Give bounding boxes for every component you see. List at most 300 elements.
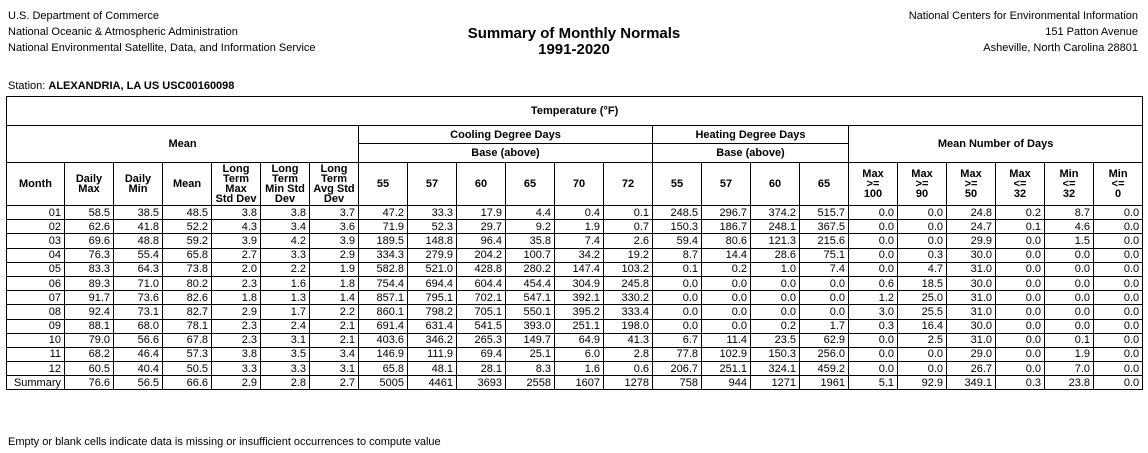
table-cell: 31.0	[947, 291, 996, 305]
table-cell: 4.3	[212, 220, 261, 234]
agency-line: U.S. Department of Commerce	[8, 10, 159, 22]
table-cell: 28.1	[457, 362, 506, 376]
column-header-line: 0	[1115, 188, 1122, 200]
column-header	[506, 163, 555, 206]
table-cell: 48.8	[114, 234, 163, 248]
table-cell: 0.0	[849, 347, 898, 361]
table-cell: 0.0	[1094, 333, 1143, 347]
table-cell: 0.2	[996, 206, 1045, 220]
column-header	[702, 163, 751, 206]
table-cell: 1.3	[261, 291, 310, 305]
table-cell: 1.5	[1045, 234, 1094, 248]
month-cell: 01	[7, 206, 65, 220]
station-name: ALEXANDRIA, LA US USC00160098	[48, 80, 235, 92]
table-cell: 0.0	[898, 206, 947, 220]
column-header	[359, 163, 408, 206]
column-header	[555, 163, 604, 206]
table-cell: 2.7	[310, 376, 359, 390]
table-cell: 80.2	[163, 276, 212, 290]
table-cell: 1.6	[261, 276, 310, 290]
column-header-line: Max	[1009, 168, 1031, 180]
table-cell: 4461	[408, 376, 457, 390]
table-cell: 82.6	[163, 291, 212, 305]
table-cell: 9.2	[506, 220, 555, 234]
table-cell: 0.0	[702, 305, 751, 319]
column-header-line: Mean	[172, 178, 202, 190]
table-row	[7, 362, 1143, 376]
table-cell: 186.7	[702, 220, 751, 234]
table-cell: 16.4	[898, 319, 947, 333]
table-cell: 58.5	[65, 206, 114, 220]
station-line	[8, 80, 234, 92]
table-cell: 66.6	[163, 376, 212, 390]
table-cell: 0.0	[800, 291, 849, 305]
table-cell: 0.0	[1094, 276, 1143, 290]
table-cell: 395.2	[555, 305, 604, 319]
month-cell: 03	[7, 234, 65, 248]
address-line: Asheville, North Carolina 28801	[983, 42, 1138, 54]
table-cell: 550.1	[506, 305, 555, 319]
table-cell: 0.0	[1045, 291, 1094, 305]
table-cell: 23.8	[1045, 376, 1094, 390]
table-cell: 0.0	[996, 319, 1045, 333]
column-header-line: 100	[863, 188, 883, 200]
month-cell: 07	[7, 291, 65, 305]
table-cell: 860.1	[359, 305, 408, 319]
table-cell: 68.0	[114, 319, 163, 333]
table-cell: 26.7	[947, 362, 996, 376]
table-cell: 604.4	[457, 276, 506, 290]
table-cell: 35.8	[506, 234, 555, 248]
table-cell: 92.4	[65, 305, 114, 319]
table-cell: 1.9	[1045, 347, 1094, 361]
table-cell: 0.0	[653, 319, 702, 333]
table-cell: 146.9	[359, 347, 408, 361]
table-cell: 7.4	[555, 234, 604, 248]
table-cell: 392.1	[555, 291, 604, 305]
table-cell: 2.5	[898, 333, 947, 347]
table-cell: 521.0	[408, 262, 457, 276]
table-cell: 296.7	[702, 206, 751, 220]
column-header-line: 57	[425, 178, 439, 190]
table-cell: 8.7	[653, 248, 702, 262]
column-header	[751, 163, 800, 206]
normals-table	[6, 96, 1143, 390]
table-cell: 46.4	[114, 347, 163, 361]
agency-line: National Oceanic & Atmospheric Administration	[8, 26, 238, 38]
column-header	[457, 163, 506, 206]
table-cell: 2.3	[212, 333, 261, 347]
table-cell: 1961	[800, 376, 849, 390]
heating-base-header: Base (above)	[653, 144, 849, 163]
table-cell: 0.6	[849, 276, 898, 290]
table-cell: 0.0	[849, 262, 898, 276]
month-cell: 02	[7, 220, 65, 234]
table-cell: 0.0	[1094, 305, 1143, 319]
table-cell: 25.1	[506, 347, 555, 361]
table-cell: 1271	[751, 376, 800, 390]
table-cell: 3.8	[212, 347, 261, 361]
column-header	[310, 163, 359, 206]
mean-group-header: Mean	[7, 126, 359, 163]
footnote: Empty or blank cells indicate data is missing or insufficient occurrences to compute value	[8, 436, 441, 448]
table-cell: 41.8	[114, 220, 163, 234]
table-cell: 76.6	[65, 376, 114, 390]
table-cell: 0.3	[849, 319, 898, 333]
agency-line: National Environmental Satellite, Data, and Information Service	[8, 42, 316, 54]
table-cell: 3.6	[310, 220, 359, 234]
table-cell: 0.0	[849, 220, 898, 234]
column-header-line: 55	[670, 178, 684, 190]
table-cell: 198.0	[604, 319, 653, 333]
table-cell: 1.7	[800, 319, 849, 333]
table-cell: 30.0	[947, 319, 996, 333]
table-cell: 0.1	[653, 262, 702, 276]
table-cell: 0.4	[555, 206, 604, 220]
table-cell: 7.0	[1045, 362, 1094, 376]
column-header	[604, 163, 653, 206]
table-cell: 59.2	[163, 234, 212, 248]
table-cell: 0.0	[653, 305, 702, 319]
table-cell: 8.7	[1045, 206, 1094, 220]
table-row	[7, 347, 1143, 361]
column-header	[163, 163, 212, 206]
table-cell: 0.0	[849, 248, 898, 262]
table-cell: 0.0	[1045, 319, 1094, 333]
table-cell: 428.8	[457, 262, 506, 276]
table-cell: 0.0	[1045, 276, 1094, 290]
table-cell: 541.5	[457, 319, 506, 333]
table-cell: 64.9	[555, 333, 604, 347]
table-cell: 0.0	[1045, 248, 1094, 262]
column-header-line: <=	[1013, 178, 1027, 190]
column-header-line: Std Dev	[215, 193, 257, 205]
table-cell: 0.7	[604, 220, 653, 234]
table-cell: 25.5	[898, 305, 947, 319]
cooling-base-header: Base (above)	[359, 144, 653, 163]
table-cell: 1.8	[310, 276, 359, 290]
table-cell: 38.5	[114, 206, 163, 220]
table-cell: 705.1	[457, 305, 506, 319]
table-cell: 75.1	[800, 248, 849, 262]
column-header-line: Month	[19, 178, 52, 190]
table-cell: 1278	[604, 376, 653, 390]
table-cell: 346.2	[408, 333, 457, 347]
table-cell: 0.0	[996, 347, 1045, 361]
table-cell: 0.0	[849, 234, 898, 248]
table-cell: 0.0	[898, 347, 947, 361]
table-cell: 691.4	[359, 319, 408, 333]
table-cell: 111.9	[408, 347, 457, 361]
table-cell: 83.3	[65, 262, 114, 276]
table-cell: 0.1	[1045, 333, 1094, 347]
table-cell: 0.0	[1094, 376, 1143, 390]
table-cell: 91.7	[65, 291, 114, 305]
table-cell: 251.1	[702, 362, 751, 376]
table-cell: 265.3	[457, 333, 506, 347]
table-cell: 56.6	[114, 333, 163, 347]
table-cell: 2.9	[212, 376, 261, 390]
table-cell: 28.6	[751, 248, 800, 262]
table-cell: 33.3	[408, 206, 457, 220]
table-cell: 96.4	[457, 234, 506, 248]
table-cell: 367.5	[800, 220, 849, 234]
column-header-line: Min Std	[265, 183, 305, 195]
column-header-line: Term	[271, 173, 299, 185]
table-cell: 694.4	[408, 276, 457, 290]
table-cell: 69.6	[65, 234, 114, 248]
table-cell: 0.2	[751, 319, 800, 333]
table-cell: 7.4	[800, 262, 849, 276]
table-cell: 68.2	[65, 347, 114, 361]
table-cell: 0.0	[996, 305, 1045, 319]
table-cell: 73.1	[114, 305, 163, 319]
table-cell: 0.0	[751, 305, 800, 319]
table-cell: 64.3	[114, 262, 163, 276]
table-cell: 6.0	[555, 347, 604, 361]
station-label: Station:	[8, 80, 46, 92]
table-cell: 0.0	[1094, 362, 1143, 376]
column-header	[996, 163, 1045, 206]
table-cell: 0.0	[996, 248, 1045, 262]
column-header-line: <=	[1062, 178, 1076, 190]
table-cell: 79.0	[65, 333, 114, 347]
table-cell: 324.1	[751, 362, 800, 376]
table-cell: 82.7	[163, 305, 212, 319]
table-cell: 77.8	[653, 347, 702, 361]
table-cell: 34.2	[555, 248, 604, 262]
table-cell: 55.4	[114, 248, 163, 262]
table-cell: 73.8	[163, 262, 212, 276]
table-cell: 0.0	[800, 305, 849, 319]
column-header-line: Daily	[75, 173, 103, 185]
table-cell: 0.0	[1094, 206, 1143, 220]
table-cell: 515.7	[800, 206, 849, 220]
table-cell: 0.0	[1045, 262, 1094, 276]
table-cell: 0.0	[702, 319, 751, 333]
column-header-line: Max	[911, 168, 933, 180]
table-cell: 67.8	[163, 333, 212, 347]
table-cell: 248.1	[751, 220, 800, 234]
table-cell: 333.4	[604, 305, 653, 319]
column-header	[849, 163, 898, 206]
table-cell: 29.7	[457, 220, 506, 234]
table-cell: 3.8	[212, 206, 261, 220]
column-header-line: Max	[960, 168, 982, 180]
table-cell: 5.1	[849, 376, 898, 390]
table-cell: 1.4	[310, 291, 359, 305]
table-cell: 31.0	[947, 333, 996, 347]
table-cell: 30.0	[947, 248, 996, 262]
table-cell: 0.0	[849, 333, 898, 347]
column-header	[653, 163, 702, 206]
table-cell: 3.0	[849, 305, 898, 319]
table-cell: 50.5	[163, 362, 212, 376]
table-cell: 2.6	[604, 234, 653, 248]
table-cell: 48.1	[408, 362, 457, 376]
table-cell: 215.6	[800, 234, 849, 248]
table-cell: 798.2	[408, 305, 457, 319]
month-cell: 09	[7, 319, 65, 333]
column-header-line: 60	[768, 178, 782, 190]
table-cell: 71.0	[114, 276, 163, 290]
column-header-line: Long	[320, 163, 348, 175]
table-cell: 334.3	[359, 248, 408, 262]
table-cell: 31.0	[947, 305, 996, 319]
column-header	[261, 163, 310, 206]
column-header-line: 65	[523, 178, 537, 190]
table-cell: 0.0	[849, 362, 898, 376]
table-cell: 47.2	[359, 206, 408, 220]
table-cell: 2.8	[604, 347, 653, 361]
table-cell: 754.4	[359, 276, 408, 290]
table-cell: 11.4	[702, 333, 751, 347]
table-cell: 0.0	[996, 234, 1045, 248]
table-cell: 0.0	[1094, 291, 1143, 305]
month-cell: 06	[7, 276, 65, 290]
table-cell: 2.1	[310, 333, 359, 347]
table-cell: 2.8	[261, 376, 310, 390]
table-cell: 3.3	[212, 362, 261, 376]
table-cell: 4.6	[1045, 220, 1094, 234]
table-cell: 189.5	[359, 234, 408, 248]
table-cell: 0.0	[996, 262, 1045, 276]
table-cell: 147.4	[555, 262, 604, 276]
table-cell: 76.3	[65, 248, 114, 262]
table-cell: 56.5	[114, 376, 163, 390]
table-cell: 62.9	[800, 333, 849, 347]
column-header-line: 32	[1013, 188, 1027, 200]
table-cell: 2.2	[261, 262, 310, 276]
table-row	[7, 291, 1143, 305]
column-header-line: 72	[621, 178, 635, 190]
table-cell: 0.0	[898, 234, 947, 248]
column-header	[898, 163, 947, 206]
column-header-line: 32	[1062, 188, 1076, 200]
table-cell: 29.9	[947, 234, 996, 248]
heating-degree-days-header: Heating Degree Days	[653, 126, 849, 144]
table-cell: 80.6	[702, 234, 751, 248]
table-cell: 245.8	[604, 276, 653, 290]
table-cell: 857.1	[359, 291, 408, 305]
table-cell: 30.0	[947, 276, 996, 290]
table-cell: 78.1	[163, 319, 212, 333]
table-cell: 3.1	[310, 362, 359, 376]
column-header-line: >=	[866, 178, 880, 190]
column-header-line: Dev	[274, 193, 296, 205]
table-cell: 0.1	[996, 220, 1045, 234]
table-cell: 92.9	[898, 376, 947, 390]
column-header	[212, 163, 261, 206]
table-cell: 702.1	[457, 291, 506, 305]
table-row	[7, 276, 1143, 290]
column-header-line: Long	[271, 163, 299, 175]
month-cell: 08	[7, 305, 65, 319]
table-cell: 0.0	[1094, 319, 1143, 333]
table-cell: 23.5	[751, 333, 800, 347]
column-header-line: Term	[320, 173, 348, 185]
table-cell: 206.7	[653, 362, 702, 376]
table-cell: 1.0	[751, 262, 800, 276]
column-header	[408, 163, 457, 206]
table-cell: 2.4	[261, 319, 310, 333]
table-row	[7, 319, 1143, 333]
column-header	[7, 163, 65, 206]
table-cell: 251.1	[555, 319, 604, 333]
table-cell: 0.0	[1045, 305, 1094, 319]
month-cell: 10	[7, 333, 65, 347]
table-cell: 73.6	[114, 291, 163, 305]
table-cell: 102.9	[702, 347, 751, 361]
table-cell: 0.2	[702, 262, 751, 276]
table-cell: 330.2	[604, 291, 653, 305]
table-cell: 0.0	[898, 220, 947, 234]
report-period: 1991-2020	[538, 41, 610, 58]
table-cell: 0.0	[898, 362, 947, 376]
table-cell: 459.2	[800, 362, 849, 376]
month-cell: Summary	[7, 376, 65, 390]
table-cell: 349.1	[947, 376, 996, 390]
table-cell: 0.0	[702, 291, 751, 305]
table-cell: 18.5	[898, 276, 947, 290]
table-cell: 4.7	[898, 262, 947, 276]
table-cell: 2.3	[212, 319, 261, 333]
table-cell: 454.4	[506, 276, 555, 290]
table-cell: 279.9	[408, 248, 457, 262]
table-cell: 52.2	[163, 220, 212, 234]
table-cell: 65.8	[163, 248, 212, 262]
column-header-line: Term	[222, 173, 250, 185]
table-cell: 0.0	[800, 276, 849, 290]
column-header-line: Max	[78, 183, 100, 195]
table-cell: 0.1	[604, 206, 653, 220]
table-cell: 69.4	[457, 347, 506, 361]
column-header-line: Max	[225, 183, 247, 195]
table-cell: 59.4	[653, 234, 702, 248]
table-cell: 0.0	[653, 291, 702, 305]
table-cell: 795.1	[408, 291, 457, 305]
table-cell: 582.8	[359, 262, 408, 276]
table-row	[7, 248, 1143, 262]
column-header-line: 57	[719, 178, 733, 190]
table-row	[7, 262, 1143, 276]
table-cell: 1607	[555, 376, 604, 390]
address-line: 151 Patton Avenue	[1045, 26, 1138, 38]
table-cell: 65.8	[359, 362, 408, 376]
table-cell: 0.0	[1094, 347, 1143, 361]
table-cell: 52.3	[408, 220, 457, 234]
table-cell: 631.4	[408, 319, 457, 333]
table-cell: 403.6	[359, 333, 408, 347]
month-cell: 05	[7, 262, 65, 276]
table-cell: 5005	[359, 376, 408, 390]
table-cell: 150.3	[751, 347, 800, 361]
cooling-degree-days-header: Cooling Degree Days	[359, 126, 653, 144]
table-cell: 2558	[506, 376, 555, 390]
table-cell: 2.7	[212, 248, 261, 262]
column-header	[1094, 163, 1143, 206]
table-cell: 3.3	[261, 248, 310, 262]
table-cell: 121.3	[751, 234, 800, 248]
table-cell: 256.0	[800, 347, 849, 361]
table-row	[7, 234, 1143, 248]
table-cell: 0.0	[702, 276, 751, 290]
table-cell: 547.1	[506, 291, 555, 305]
table-cell: 0.3	[898, 248, 947, 262]
table-cell: 0.0	[1094, 248, 1143, 262]
table-cell: 4.2	[261, 234, 310, 248]
month-cell: 11	[7, 347, 65, 361]
